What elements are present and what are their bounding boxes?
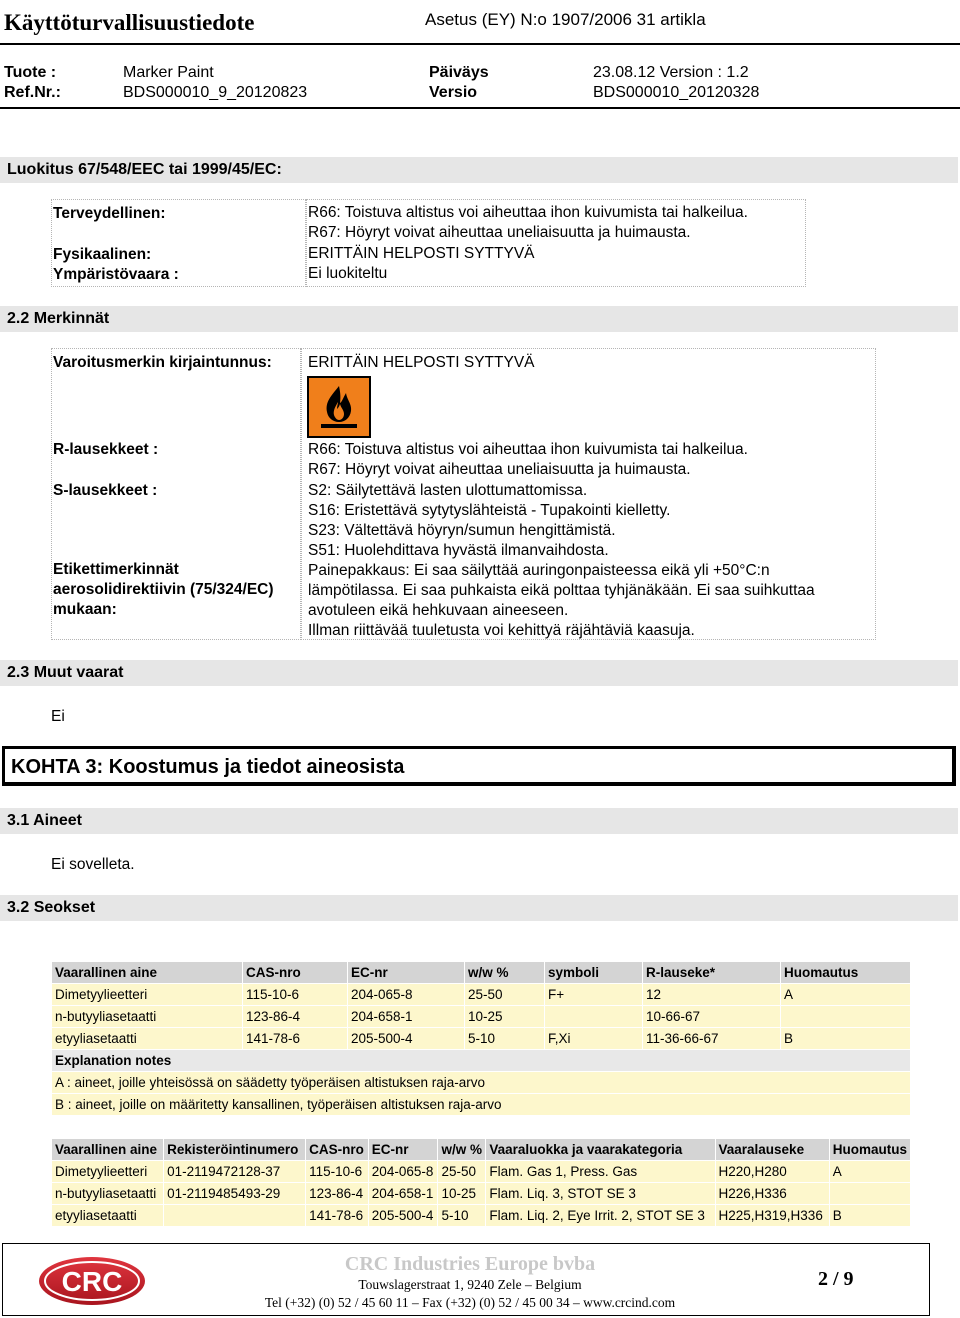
logo-text: CRC: [61, 1266, 123, 1297]
table-cell: 25-50: [438, 1161, 486, 1183]
ref-label: Ref.Nr.:: [4, 84, 61, 101]
column-header: Vaaralauseke: [715, 1139, 829, 1161]
signal-word-label: Varoitusmerkin kirjaintunnus:: [53, 354, 272, 371]
table-cell: 204-065-8: [348, 984, 465, 1006]
company-name: CRC Industries Europe bvba: [344, 1253, 596, 1275]
aerosol-label-line: mukaan:: [53, 601, 117, 618]
table-cell: 204-065-8: [368, 1161, 438, 1183]
column-header: Rekisteröintinumero: [164, 1139, 306, 1161]
table-cell: H225,H319,H336: [715, 1205, 829, 1227]
table-cell: H226,H336: [715, 1183, 829, 1205]
section-2-2-heading: 2.2 Merkinnät: [0, 306, 958, 332]
page-number: 2 / 9: [818, 1268, 854, 1290]
table-cell: etyyliasetaatti: [52, 1205, 164, 1227]
s-phrase-line: S23: Vältettävä höyryn/sumun hengittämistä.: [308, 522, 616, 539]
section-2-3-heading: 2.3 Muut vaarat: [0, 660, 958, 686]
s-phrase-line: S16: Eristettävä sytytyslähteistä - Tupakointi kielletty.: [308, 502, 671, 519]
table-cell: [781, 1006, 911, 1028]
column-header: CAS-nro: [243, 962, 348, 984]
table-cell: 10-66-67: [643, 1006, 781, 1028]
table-cell: 5-10: [465, 1028, 545, 1050]
table-cell: A: [781, 984, 911, 1006]
column-header: Huomautus: [781, 962, 911, 984]
table-row: [52, 984, 911, 1006]
table-cell: 123-86-4: [243, 1006, 348, 1028]
table-cell: 205-500-4: [348, 1028, 465, 1050]
s-phrase-line: S2: Säilytettävä lasten ulottumattomissa.: [308, 482, 588, 499]
aerosol-label-line: Etikettimerkinnät: [53, 561, 179, 578]
other-hazards-value: Ei: [51, 708, 65, 725]
mixture-table-r-phrases: [51, 961, 911, 1116]
health-label: Terveydellinen:: [53, 205, 166, 222]
table-cell: A: [829, 1161, 910, 1183]
table-cell: B: [829, 1205, 910, 1227]
health-line-2: R67: Höyryt voivat aiheuttaa uneliaisuutta ja huimausta.: [308, 224, 691, 241]
column-header: symboli: [545, 962, 643, 984]
regulation-reference: Asetus (EY) N:o 1907/2006 31 artikla: [425, 10, 706, 29]
mixture-table-clp: [51, 1138, 911, 1227]
note-text: A : aineet, joille yhteisössä on säädetty työperäisen altistuksen raja-arvo: [52, 1072, 911, 1094]
company-contact: Tel (+32) (0) 52 / 45 60 11 – Fax (+32) (0) 52 / 45 00 34 – www.crcind.com: [264, 1295, 676, 1310]
table-cell: Flam. Gas 1, Press. Gas: [486, 1161, 715, 1183]
aerosol-text-line: lämpötilassa. Ei saa puhkaista eikä polttaa tyhjänäkään. Ei saa suihkuttaa: [308, 582, 815, 599]
table-cell: 141-78-6: [306, 1205, 369, 1227]
table-header-row: [52, 962, 911, 984]
table-cell: Dimetyylieetteri: [52, 1161, 164, 1183]
version-label: Versio: [429, 84, 478, 101]
table-cell: 115-10-6: [306, 1161, 369, 1183]
aerosol-text-line: avotuleen eikä hehkuvaan aineeseen.: [308, 602, 569, 619]
aerosol-text-line: Painepakkaus: Ei saa säilyttää auringonpaisteessa eikä yli +50°C:n: [308, 562, 770, 579]
column-header: Vaarallinen aine: [52, 1139, 164, 1161]
table-row: [52, 1183, 911, 1205]
column-header: EC-nr: [368, 1139, 438, 1161]
table-cell: 25-50: [465, 984, 545, 1006]
product-label: Tuote :: [4, 64, 57, 81]
notes-heading-row: [52, 1050, 911, 1072]
table-cell: n-butyyliasetaatti: [52, 1183, 164, 1205]
column-header: CAS-nro: [306, 1139, 369, 1161]
table-cell: Flam. Liq. 3, STOT SE 3: [486, 1183, 715, 1205]
ref-value: BDS000010_9_20120823: [123, 84, 308, 101]
crc-logo: [38, 1256, 146, 1306]
aerosol-text-line: Illman riittävää tuuletusta voi kehittyä räjähtäviä kaasuja.: [308, 622, 695, 639]
table-row: [52, 1161, 911, 1183]
header-divider: [0, 43, 960, 45]
health-line-1: R66: Toistuva altistus voi aiheuttaa ihon kuivumista tai halkeilua.: [308, 204, 748, 221]
physical-label: Fysikaalinen:: [53, 246, 152, 263]
table-cell: 123-86-4: [306, 1183, 369, 1205]
table-cell: 141-78-6: [243, 1028, 348, 1050]
product-value: Marker Paint: [123, 64, 214, 81]
table-cell: 115-10-6: [243, 984, 348, 1006]
r-phrase-line: R67: Höyryt voivat aiheuttaa uneliaisuutta ja huimausta.: [308, 461, 691, 478]
table-row: [52, 1205, 911, 1227]
column-header: w/w %: [438, 1139, 486, 1161]
substances-value: Ei sovelleta.: [51, 856, 135, 873]
note-text: B : aineet, joille on määritetty kansallinen, työperäisen altistuksen raja-arvo: [52, 1094, 911, 1116]
company-block: [260, 1252, 680, 1312]
table-row: [52, 1006, 911, 1028]
column-header: Huomautus: [829, 1139, 910, 1161]
table-cell: n-butyyliasetaatti: [52, 1006, 243, 1028]
table-cell: 10-25: [438, 1183, 486, 1205]
table-cell: 12: [643, 984, 781, 1006]
table-cell: 204-658-1: [348, 1006, 465, 1028]
table-cell: 10-25: [465, 1006, 545, 1028]
column-header: w/w %: [465, 962, 545, 984]
table-cell: 11-36-66-67: [643, 1028, 781, 1050]
table-cell: 01-2119485493-29: [164, 1183, 306, 1205]
meta-divider: [0, 107, 960, 109]
environment-value: Ei luokiteltu: [308, 265, 388, 282]
company-address: Touwslagerstraat 1, 9240 Zele – Belgium: [358, 1277, 582, 1292]
column-header: R-lauseke*: [643, 962, 781, 984]
table-cell: Dimetyylieetteri: [52, 984, 243, 1006]
section-3-2-heading: 3.2 Seokset: [0, 895, 958, 921]
r-phrases-label: R-lausekkeet :: [53, 441, 159, 458]
table-cell: [829, 1183, 910, 1205]
signal-word-value: ERITTÄIN HELPOSTI SYTTYVÄ: [308, 354, 535, 371]
date-value: 23.08.12 Version : 1.2: [593, 64, 749, 81]
column-header: EC-nr: [348, 962, 465, 984]
note-row: [52, 1072, 911, 1094]
aerosol-label-line: aerosolidirektiivin (75/324/EC): [53, 581, 274, 598]
flammable-flame-icon: [307, 376, 371, 438]
table-row: [52, 1028, 911, 1050]
r-phrase-line: R66: Toistuva altistus voi aiheuttaa ihon kuivumista tai halkeilua.: [308, 441, 748, 458]
column-header: Vaaraluokka ja vaarakategoria: [486, 1139, 715, 1161]
table-cell: H220,H280: [715, 1161, 829, 1183]
table-cell: 205-500-4: [368, 1205, 438, 1227]
column-header: Vaarallinen aine: [52, 962, 243, 984]
explanation-notes-heading: Explanation notes: [52, 1050, 911, 1072]
note-row: [52, 1094, 911, 1116]
s-phrases-label: S-lausekkeet :: [53, 482, 158, 499]
table-cell: [164, 1205, 306, 1227]
s-phrase-line: S51: Huolehdittava hyvästä ilmanvaihdosta.: [308, 542, 609, 559]
table-cell: 01-2119472128-37: [164, 1161, 306, 1183]
table-cell: 5-10: [438, 1205, 486, 1227]
physical-value: ERITTÄIN HELPOSTI SYTTYVÄ: [308, 245, 535, 262]
table-cell: F+: [545, 984, 643, 1006]
section-3-1-heading: 3.1 Aineet: [0, 808, 958, 834]
classification-heading: Luokitus 67/548/EEC tai 1999/45/EC:: [0, 157, 958, 183]
version-value: BDS000010_20120328: [593, 84, 760, 101]
document-title: Käyttöturvallisuustiedote: [4, 10, 255, 35]
table-cell: F,Xi: [545, 1028, 643, 1050]
section-3-title: KOHTA 3: Koostumus ja tiedot aineosista: [2, 746, 956, 786]
environment-label: Ympäristövaara :: [53, 266, 179, 283]
date-label: Päiväys: [429, 64, 489, 81]
table-header-row: [52, 1139, 911, 1161]
table-cell: Flam. Liq. 2, Eye Irrit. 2, STOT SE 3: [486, 1205, 715, 1227]
table-cell: etyyliasetaatti: [52, 1028, 243, 1050]
table-cell: [545, 1006, 643, 1028]
table-cell: 204-658-1: [368, 1183, 438, 1205]
table-cell: B: [781, 1028, 911, 1050]
